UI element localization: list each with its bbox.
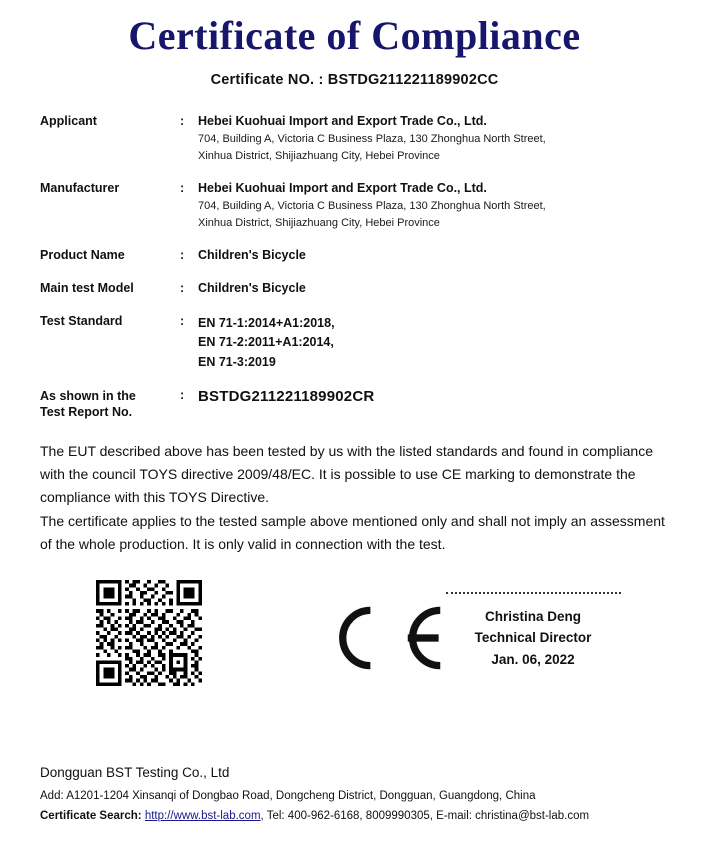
applicant-address-line1: 704, Building A, Victoria C Business Plaza, 130 Zhonghua North Street, [198, 133, 546, 145]
footer-contact-colon: : [137, 810, 142, 822]
footer-contact-details: , Tel: 400-962-6168, 8009990305, E-mail: christina@bst-lab.com [260, 810, 590, 822]
field-label-product-name: Product Name [40, 247, 125, 262]
table-row-test-report [40, 388, 669, 437]
marks-and-signature [40, 580, 669, 720]
signature-divider [446, 592, 621, 594]
table-row-test-standard [40, 314, 669, 388]
field-colon: : [180, 180, 185, 195]
certificate-number: Certificate NO. : BSTDG211221189902CC [210, 72, 499, 88]
statement-paragraph-2: The certificate applies to the tested sample above mentioned only and shall not imply an assessment of the whole production. It is only valid in connection with the test. [40, 513, 665, 553]
test-standard-line-2: EN 71-2:2011+A1:2014, [198, 335, 334, 350]
footer-company-name: Dongguan BST Testing Co., Ltd [40, 765, 230, 780]
test-standard-line-3: EN 71-3:2019 [198, 354, 276, 369]
footer-contact-label: Certificate Search [40, 810, 138, 822]
field-value-applicant [198, 114, 669, 181]
test-report-label-line-1: As shown in the [40, 388, 136, 403]
table-row-product-name [40, 248, 669, 281]
footer-address: Add: A1201-1204 Xinsanqi of Dongbao Road, Dongcheng District, Dongguan, Guangdong, China [40, 790, 536, 802]
applicant-address-line2: Xinhua District, Shijiazhuang City, Hebei Province [198, 149, 440, 162]
field-colon: : [180, 280, 185, 295]
signature-role: Technical Director [474, 630, 592, 646]
certificate-fields-table [40, 114, 669, 436]
ce-mark-icon [320, 598, 450, 678]
main-test-model-value: Children's Bicycle [198, 280, 306, 295]
field-colon: : [180, 313, 185, 328]
manufacturer-address-line1: 704, Building A, Victoria C Business Plaza, 130 Zhonghua North Street, [198, 199, 546, 212]
signature-name: Christina Deng [484, 608, 581, 624]
footer [40, 765, 669, 830]
test-report-number: BSTDG211221189902CR [198, 387, 375, 405]
field-label-main-test-model: Main test Model [40, 280, 134, 295]
qr-code-icon [96, 580, 202, 686]
field-label-applicant: Applicant [40, 114, 97, 128]
footer-contact [40, 810, 669, 822]
field-colon: : [180, 114, 185, 128]
signature-block [433, 592, 633, 671]
field-colon: : [180, 247, 185, 262]
field-label-test-standard: Test Standard [40, 313, 123, 328]
test-report-label-line-2: Test Report No. [40, 405, 133, 420]
table-row-main-test-model [40, 281, 669, 314]
test-standard-line-1: EN 71-1:2014+A1:2018, [198, 315, 335, 330]
signature-date: Jan. 06, 2022 [491, 651, 575, 667]
table-row-manufacturer [40, 181, 669, 248]
field-label-test-report [40, 388, 180, 437]
applicant-name: Hebei Kuohuai Import and Export Trade Co., Ltd. [198, 114, 487, 128]
table-row-applicant [40, 114, 669, 181]
manufacturer-name: Hebei Kuohuai Import and Export Trade Co., Ltd. [198, 180, 487, 195]
field-value-test-standard [198, 314, 669, 388]
footer-website-link[interactable]: http://www.bst-lab.com [144, 810, 261, 822]
field-value-manufacturer [198, 181, 669, 248]
manufacturer-address-line2: Xinhua District, Shijiazhuang City, Hebei Province [198, 216, 440, 229]
field-colon: : [180, 387, 185, 402]
field-value-test-report [198, 388, 669, 437]
statement-paragraph-1: The EUT described above has been tested by us with the listed standards and found in compliance with the council TOYS directive 2009/48/EC. It is possible to use CE marking to demonstrate the compliance with this TOYS Directive. [40, 443, 654, 505]
certificate-page [0, 14, 709, 852]
field-value-main-test-model [198, 281, 669, 314]
product-name-value: Children's Bicycle [198, 247, 306, 262]
field-label-manufacturer: Manufacturer [40, 180, 120, 195]
field-value-product-name [198, 248, 669, 281]
compliance-statement [40, 440, 669, 555]
page-title: Certificate of Compliance [128, 13, 581, 58]
